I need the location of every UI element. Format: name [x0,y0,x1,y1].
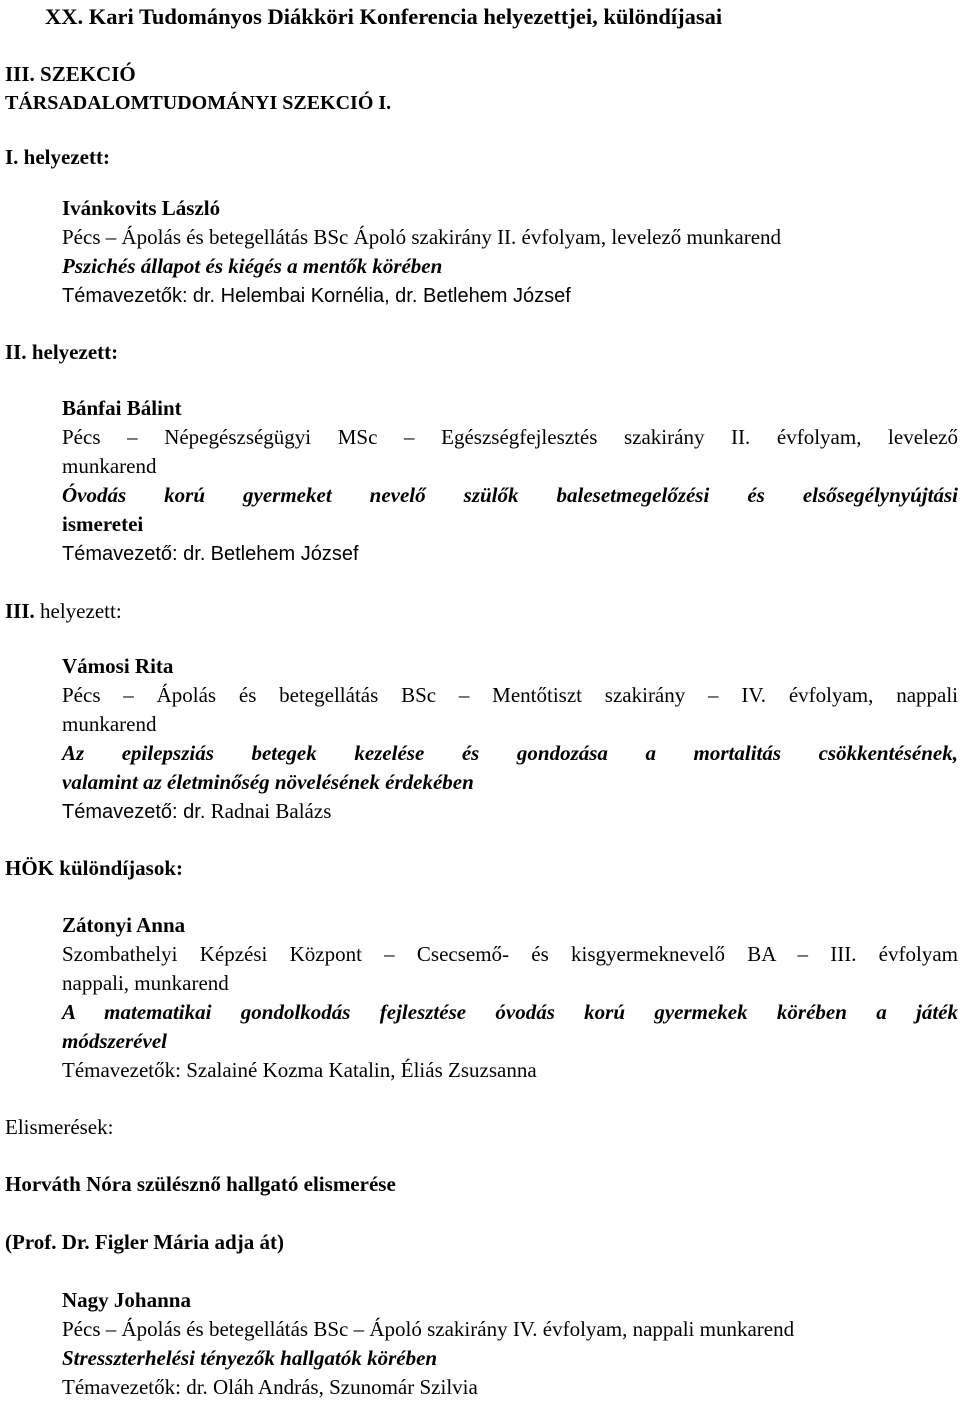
section-heading: III. SZEKCIÓ [5,62,136,86]
place1-thesis: Pszichés állapot és kiégés a mentők körében [62,254,443,278]
hok-supervisor: Témavezetők: Szalainé Kozma Katalin, Éliás Zsuzsanna [62,1058,537,1082]
place3-thesis-line1: Az epilepsziás betegek kezelése és gondozása a mortalitás csökkentésének, [62,741,958,765]
place2-program-line2: munkarend [62,454,157,478]
hok-name: Zátonyi Anna [62,913,186,937]
place3-program-line2: munkarend [62,712,157,736]
place2-supervisor: Témavezető: dr. Betlehem József [62,543,359,565]
hok-thesis-line2: módszerével [62,1029,167,1053]
place1-entry [62,194,958,311]
hok-program-line1: Szombathelyi Képzési Központ – Csecsemő- és kisgyermeknevelő BA – III. évfolyam [62,942,958,966]
elismeresek-heading: Elismerések: [5,1115,114,1139]
place3-entry [62,652,958,827]
subsection-heading: TÁRSADALOMTUDOMÁNYI SZEKCIÓ I. [5,92,392,114]
place2-heading: II. helyezett: [5,340,119,364]
place2-name: Bánfai Bálint [62,396,182,420]
place3-name: Vámosi Rita [62,654,174,678]
place2-thesis-line1: Óvodás korú gyermeket nevelő szülők balesetmegelőzési és elsősegélynyújtási [62,483,958,507]
award-presenter: (Prof. Dr. Figler Mária adja át) [5,1230,284,1254]
place1-program: Pécs – Ápolás és betegellátás BSc Ápoló szakirány II. évfolyam, levelező munkarend [62,225,782,249]
place2-program-line1: Pécs – Népegészségügyi MSc – Egészségfejlesztés szakirány II. évfolyam, levelező [62,425,958,449]
place1-name: Ivánkovits László [62,196,221,220]
elismeres-program: Pécs – Ápolás és betegellátás BSc – Ápoló szakirány IV. évfolyam, nappali munkarend [62,1317,795,1341]
page-title: XX. Kari Tudományos Diákköri Konferencia helyezettjei, különdíjasai [45,4,723,29]
hok-heading: HÖK különdíjasok: [5,856,183,880]
hok-thesis-line1: A matematikai gondolkodás fejlesztése óvodás korú gyermekek körében a játék [62,1000,958,1024]
place1-supervisor: Témavezetők: dr. Helembai Kornélia, dr. Betlehem József [62,285,571,307]
award-title: Horváth Nóra szülésznő hallgató elismerése [5,1172,396,1196]
elismeres-name: Nagy Johanna [62,1288,191,1312]
hok-entry [62,911,958,1085]
place1-heading: I. helyezett: [5,145,110,169]
place2-thesis-line2: ismeretei [62,512,144,536]
elismeres-supervisor: Témavezetők: dr. Oláh András, Szunomár Szilvia [62,1375,478,1399]
elismeres-thesis: Stresszterhelési tényezők hallgatók körében [62,1346,438,1370]
place3-supervisor: Témavezető: dr. Radnai Balázs [62,799,332,823]
place3-program-line1: Pécs – Ápolás és betegellátás BSc – Mentőtiszt szakirány – IV. évfolyam, nappali [62,683,958,707]
elismeres-entry [62,1286,958,1402]
place2-entry [62,394,958,569]
place3-heading: III. helyezett: [5,599,122,623]
place3-thesis-line2: valamint az életminőség növelésének érdekében [62,770,474,794]
hok-program-line2: nappali, munkarend [62,971,229,995]
